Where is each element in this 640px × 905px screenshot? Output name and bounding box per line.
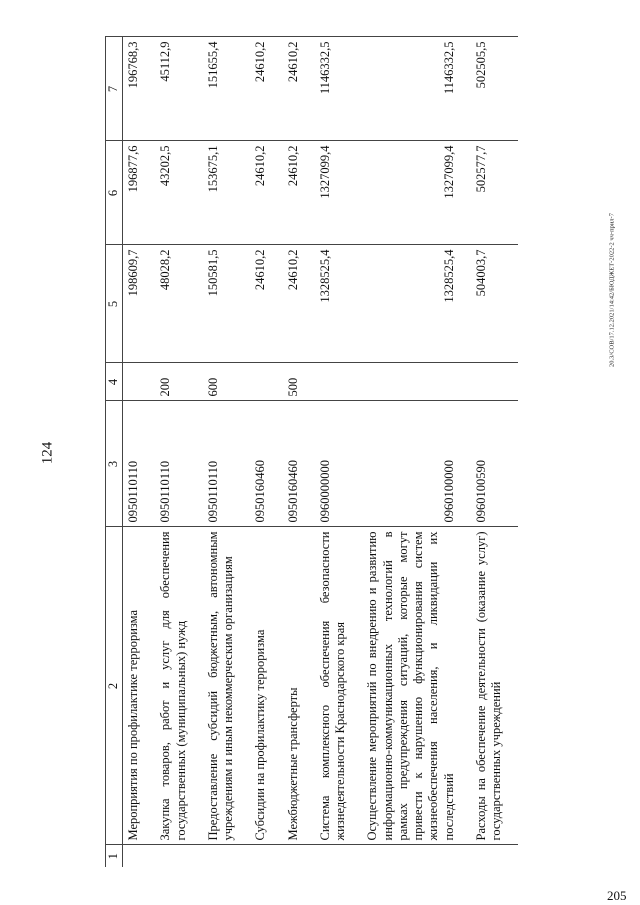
row-value-6: 502577,7 [471,141,519,245]
rotated-table-container [105,37,605,867]
row-code: 0950160460 [283,401,315,527]
table-row [155,37,203,867]
row-value-5: 198609,7 [123,245,156,363]
row-name: Расходы на обеспечение деятельности (оказание услуг) государственных учреждений [471,527,519,845]
row-value-7: 502505,5 [471,37,519,141]
row-value-6: 43202,5 [155,141,203,245]
table-row [250,37,282,867]
row-name: Осуществление мероприятий по внедрению и развитию информационно-коммуникационных технологий в рамках предупреждения ситуаций, которые могут привести к нарушению функционирования систем жизнеобеспечения населения, и ликвидации их последствий [362,527,471,845]
header-col-5: 5 [106,245,123,363]
row-name: Межбюджетные трансферты [283,527,315,845]
table-row [362,37,471,867]
row-value-7: 1146332,5 [315,37,363,141]
row-value-5: 150581,5 [203,245,251,363]
row-value-5: 1328525,4 [362,245,471,363]
row-name: Субсидии на профилактику терроризма [250,527,282,845]
row-name: Закупка товаров, работ и услуг для обеспечения государственных (муниципальных) нужд [155,527,203,845]
row-vr [471,363,519,401]
row-name: Мероприятия по профилактике терроризма [123,527,156,845]
table-row [123,37,156,867]
header-col-1: 1 [106,845,123,867]
row-index-cell [362,845,471,867]
row-value-7: 151655,4 [203,37,251,141]
row-value-6: 153675,1 [203,141,251,245]
row-index-cell [250,845,282,867]
table-row [315,37,363,867]
row-vr [250,363,282,401]
budget-table-body [106,37,519,867]
row-vr [362,363,471,401]
row-vr: 200 [155,363,203,401]
header-col-4: 4 [106,363,123,401]
row-index-cell [123,845,156,867]
row-code: 0960000000 [315,401,363,527]
row-value-5: 504003,7 [471,245,519,363]
row-code: 0950160460 [250,401,282,527]
table-row [203,37,251,867]
row-code: 0950110110 [123,401,156,527]
row-index-cell [283,845,315,867]
row-code: 0960100590 [471,401,519,527]
table-row [283,37,315,867]
header-col-7: 7 [106,37,123,141]
header-col-6: 6 [106,141,123,245]
row-value-6: 196877,6 [123,141,156,245]
header-col-2: 2 [106,527,123,845]
row-vr: 500 [283,363,315,401]
row-value-7: 45112,9 [155,37,203,141]
row-value-7: 1146332,5 [362,37,471,141]
row-vr [123,363,156,401]
table-header-row [106,37,123,867]
row-value-6: 24610,2 [283,141,315,245]
budget-table [105,37,518,868]
row-value-7: 24610,2 [250,37,282,141]
page-number-top: 124 [39,441,56,465]
row-name: Система комплексного обеспечения безопасности жизнедеятельности Краснодарского края [315,527,363,845]
page-number-bottom: 205 [607,888,627,903]
document-stamp: 20.3/СОВ/17.12.2021/14:42/БЮДЖЕТ-2022-2 чч-прил-7 [608,213,616,367]
row-value-5: 48028,2 [155,245,203,363]
row-value-5: 24610,2 [250,245,282,363]
row-index-cell [315,845,363,867]
table-row [471,37,519,867]
row-code: 0950110110 [203,401,251,527]
row-value-7: 196768,3 [123,37,156,141]
row-name: Предоставление субсидий бюджетным, автономным учреждениям и иным некоммерческим организациям [203,527,251,845]
row-value-6: 1327099,4 [362,141,471,245]
row-index-cell [203,845,251,867]
row-code: 0950110110 [155,401,203,527]
row-value-6: 1327099,4 [315,141,363,245]
row-value-5: 24610,2 [283,245,315,363]
header-col-3: 3 [106,401,123,527]
row-index-cell [471,845,519,867]
row-value-6: 24610,2 [250,141,282,245]
row-vr: 600 [203,363,251,401]
row-code: 0960100000 [362,401,471,527]
row-value-7: 24610,2 [283,37,315,141]
row-index-cell [155,845,203,867]
row-vr [315,363,363,401]
row-value-5: 1328525,4 [315,245,363,363]
